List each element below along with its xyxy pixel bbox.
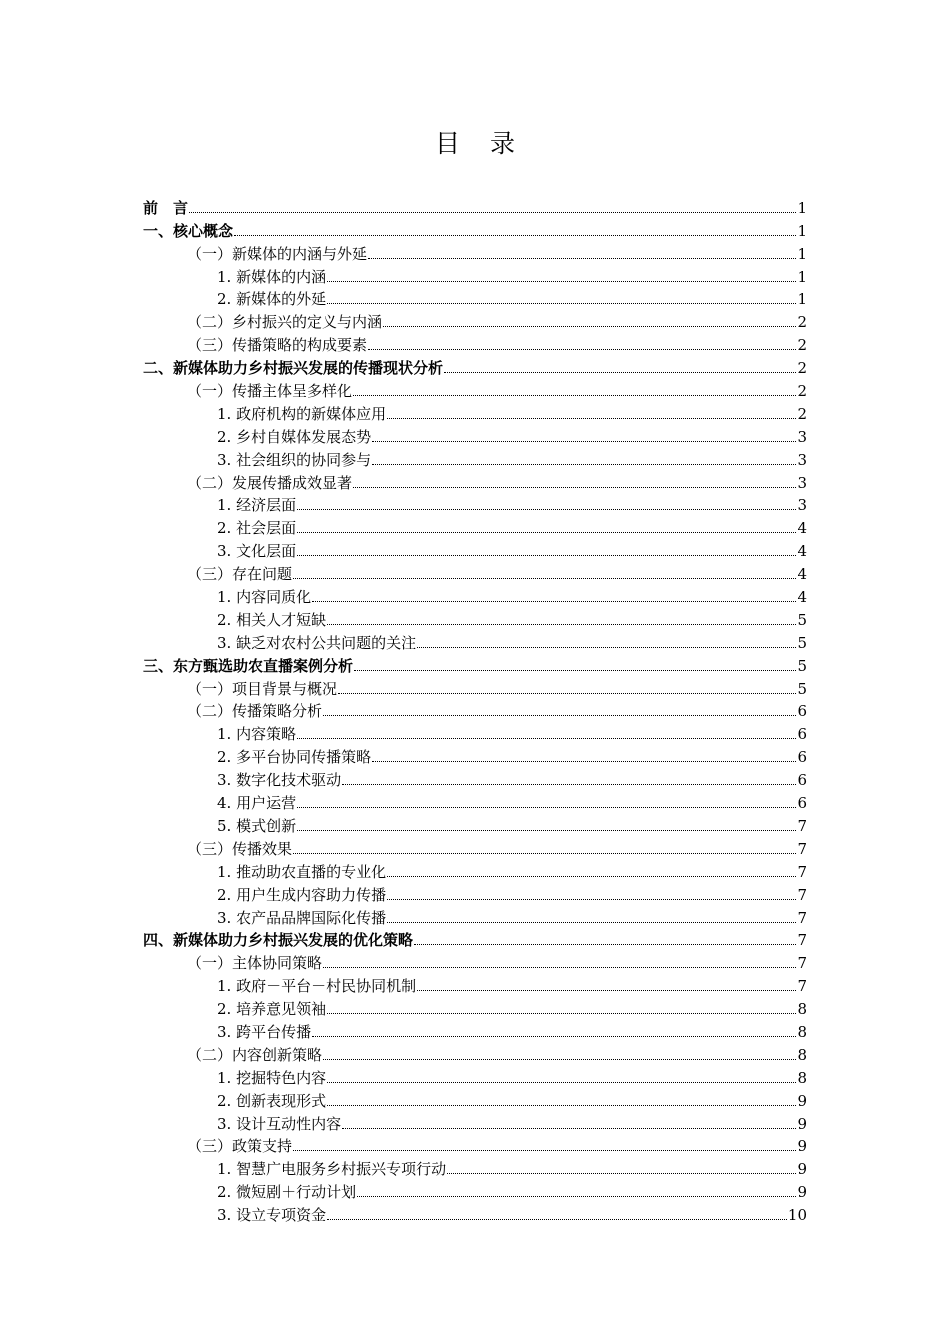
toc-entry[interactable] [143, 263, 807, 286]
dot-leader [387, 922, 796, 923]
toc-entry[interactable] [143, 720, 807, 743]
toc-entry-label: （三）存在问题 [187, 565, 293, 584]
toc-entry[interactable] [143, 1110, 807, 1133]
toc-entry-page-number: 2 [797, 313, 807, 332]
toc-entry[interactable] [143, 583, 807, 606]
toc-entry[interactable] [143, 537, 807, 560]
dot-leader [323, 967, 796, 968]
toc-entry[interactable] [143, 492, 807, 515]
dot-leader [387, 899, 796, 900]
dot-leader [372, 441, 796, 442]
page-title [0, 124, 950, 160]
toc-entry-label: （一）主体协同策略 [187, 954, 323, 973]
toc-entry-page-number: 3 [797, 427, 807, 446]
dot-leader [297, 532, 796, 533]
toc-entry[interactable] [143, 1041, 807, 1064]
dot-leader [368, 258, 796, 259]
toc-entry[interactable] [143, 698, 807, 721]
toc-entry-label: 4. 用户运营 [217, 794, 297, 813]
toc-entry-page-number: 5 [797, 633, 807, 652]
toc-entry-page-number: 2 [797, 404, 807, 423]
toc-entry-label: 3. 设计互动性内容 [217, 1114, 342, 1133]
toc-entry-page-number: 3 [797, 450, 807, 469]
dot-leader [327, 303, 796, 304]
toc-entry-label: 2. 用户生成内容助力传播 [217, 885, 387, 904]
toc-entry-label: 1. 新媒体的内涵 [217, 267, 327, 286]
toc-entry-page-number: 6 [797, 725, 807, 744]
toc-entry-label: （三）政策支持 [187, 1137, 293, 1156]
toc-entry-page-number: 3 [797, 473, 807, 492]
toc-entry-page-number: 6 [797, 794, 807, 813]
toc-entry[interactable] [143, 652, 807, 675]
dot-leader [189, 212, 796, 213]
toc-entry[interactable] [143, 949, 807, 972]
title-char-2: 录 [490, 129, 516, 158]
toc-entry[interactable] [143, 217, 807, 240]
dot-leader [342, 1128, 796, 1129]
toc-entry[interactable] [143, 972, 807, 995]
toc-entry-page-number: 4 [797, 565, 807, 584]
toc-entry-page-number: 8 [797, 1045, 807, 1064]
toc-entry[interactable] [143, 469, 807, 492]
toc-entry-label: 1. 经济层面 [217, 496, 297, 515]
toc-entry[interactable] [143, 927, 807, 950]
dot-leader [338, 693, 796, 694]
toc-entry-label: 1. 推动助农直播的专业化 [217, 862, 387, 881]
toc-entry-page-number: 7 [797, 931, 807, 950]
toc-entry-label: （一）传播主体呈多样化 [187, 382, 353, 401]
toc-entry-page-number: 1 [797, 267, 807, 286]
toc-entry-label: 1. 政府－平台－村民协同机制 [217, 977, 417, 996]
dot-leader [293, 1150, 796, 1151]
toc-entry-page-number: 3 [797, 496, 807, 515]
dot-leader [327, 624, 796, 625]
toc-entry[interactable] [143, 400, 807, 423]
toc-entry-label: 2. 新媒体的外延 [217, 290, 327, 309]
dot-leader [297, 738, 796, 739]
toc-entry-page-number: 8 [797, 1000, 807, 1019]
dot-leader [342, 784, 796, 785]
dot-leader [354, 670, 796, 671]
toc-entry-page-number: 7 [797, 954, 807, 973]
toc-entry[interactable] [143, 1178, 807, 1201]
table-of-contents [143, 194, 807, 1224]
toc-entry[interactable] [143, 331, 807, 354]
toc-entry[interactable] [143, 606, 807, 629]
toc-entry[interactable] [143, 995, 807, 1018]
toc-entry-label: （二）传播策略分析 [187, 702, 323, 721]
toc-entry-label: （二）内容创新策略 [187, 1045, 323, 1064]
dot-leader [327, 1013, 796, 1014]
dot-leader [417, 647, 796, 648]
toc-entry-page-number: 5 [797, 679, 807, 698]
toc-entry[interactable] [143, 1133, 807, 1156]
toc-entry-label: 1. 政府机构的新媒体应用 [217, 404, 387, 423]
toc-entry-label: 1. 挖掘特色内容 [217, 1068, 327, 1087]
dot-leader [414, 944, 796, 945]
toc-entry-page-number: 7 [797, 908, 807, 927]
toc-entry[interactable] [143, 629, 807, 652]
dot-leader [327, 281, 796, 282]
dot-leader [417, 990, 796, 991]
toc-entry-page-number: 7 [797, 977, 807, 996]
toc-entry-label: 二、新媒体助力乡村振兴发展的传播现状分析 [143, 359, 444, 378]
toc-entry-label: 3. 设立专项资金 [217, 1206, 327, 1225]
toc-entry-page-number: 7 [797, 839, 807, 858]
toc-entry-label: 2. 培养意见领袖 [217, 1000, 327, 1019]
toc-entry-page-number: 9 [797, 1114, 807, 1133]
dot-leader [323, 715, 796, 716]
toc-entry[interactable] [143, 743, 807, 766]
toc-entry-label: 2. 多平台协同传播策略 [217, 748, 372, 767]
dot-leader [293, 578, 796, 579]
toc-entry-page-number: 1 [797, 290, 807, 309]
toc-entry-label: 3. 数字化技术驱动 [217, 771, 342, 790]
dot-leader [297, 555, 796, 556]
toc-entry-label: （一）新媒体的内涵与外延 [187, 244, 368, 263]
toc-entry-page-number: 1 [797, 221, 807, 240]
dot-leader [387, 876, 796, 877]
dot-leader [327, 1082, 796, 1083]
toc-entry-label: （三）传播策略的构成要素 [187, 336, 368, 355]
toc-entry-label: 2. 乡村自媒体发展态势 [217, 427, 372, 446]
toc-entry[interactable] [143, 1018, 807, 1041]
dot-leader [327, 1219, 787, 1220]
toc-entry-page-number: 5 [797, 610, 807, 629]
toc-entry-page-number: 2 [797, 382, 807, 401]
toc-entry[interactable] [143, 446, 807, 469]
dot-leader [312, 601, 796, 602]
toc-entry-page-number: 4 [797, 542, 807, 561]
toc-entry[interactable] [143, 514, 807, 537]
toc-entry[interactable] [143, 1064, 807, 1087]
toc-entry-label: （一）项目背景与概况 [187, 679, 338, 698]
toc-entry[interactable] [143, 377, 807, 400]
toc-entry-label: 一、核心概念 [143, 221, 234, 240]
dot-leader [327, 1105, 796, 1106]
dot-leader [357, 1196, 796, 1197]
toc-entry-page-number: 1 [797, 198, 807, 217]
dot-leader [444, 372, 796, 373]
toc-entry-page-number: 2 [797, 336, 807, 355]
dot-leader [447, 1173, 796, 1174]
toc-entry-page-number: 6 [797, 702, 807, 721]
title-char-1: 目 [434, 129, 460, 158]
toc-entry-label: 2. 创新表现形式 [217, 1091, 327, 1110]
toc-entry-page-number: 7 [797, 862, 807, 881]
toc-entry-page-number: 9 [797, 1160, 807, 1179]
toc-entry-label: 3. 跨平台传播 [217, 1022, 312, 1041]
toc-entry[interactable] [143, 308, 807, 331]
toc-entry[interactable] [143, 560, 807, 583]
toc-entry-page-number: 9 [797, 1137, 807, 1156]
toc-entry-label: 2. 社会层面 [217, 519, 297, 538]
toc-entry-label: 3. 农产品品牌国际化传播 [217, 908, 387, 927]
toc-entry-label: 3. 缺乏对农村公共问题的关注 [217, 633, 417, 652]
toc-entry-page-number: 5 [797, 656, 807, 675]
toc-entry-page-number: 7 [797, 816, 807, 835]
toc-entry-page-number: 8 [797, 1068, 807, 1087]
toc-entry-page-number: 7 [797, 885, 807, 904]
toc-entry[interactable] [143, 812, 807, 835]
toc-entry-page-number: 2 [797, 359, 807, 378]
toc-entry[interactable] [143, 1087, 807, 1110]
toc-entry-page-number: 10 [787, 1206, 807, 1225]
toc-entry-label: （二）发展传播成效显著 [187, 473, 353, 492]
dot-leader [297, 509, 796, 510]
dot-leader [353, 395, 796, 396]
dot-leader [297, 807, 796, 808]
toc-entry-label: 5. 模式创新 [217, 816, 297, 835]
toc-entry-label: （三）传播效果 [187, 839, 293, 858]
toc-entry-page-number: 9 [797, 1183, 807, 1202]
toc-entry[interactable] [143, 881, 807, 904]
toc-entry-label: 3. 社会组织的协同参与 [217, 450, 372, 469]
toc-entry[interactable] [143, 675, 807, 698]
dot-leader [372, 761, 796, 762]
toc-entry-label: 2. 相关人才短缺 [217, 610, 327, 629]
dot-leader [368, 349, 796, 350]
toc-entry-label: 前 言 [143, 198, 189, 217]
toc-entry-page-number: 1 [797, 244, 807, 263]
toc-entry-label: 3. 文化层面 [217, 542, 297, 561]
dot-leader [387, 418, 796, 419]
toc-entry[interactable] [143, 194, 807, 217]
dot-leader [353, 487, 796, 488]
toc-entry[interactable] [143, 286, 807, 309]
dot-leader [234, 235, 796, 236]
dot-leader [312, 1036, 796, 1037]
toc-entry-page-number: 4 [797, 519, 807, 538]
toc-entry-label: 1. 内容策略 [217, 725, 297, 744]
toc-entry[interactable] [143, 835, 807, 858]
dot-leader [297, 830, 796, 831]
toc-entry[interactable] [143, 1201, 807, 1224]
toc-entry-label: （二）乡村振兴的定义与内涵 [187, 313, 383, 332]
toc-entry[interactable] [143, 240, 807, 263]
toc-entry-page-number: 6 [797, 748, 807, 767]
toc-entry[interactable] [143, 766, 807, 789]
dot-leader [293, 853, 796, 854]
toc-entry[interactable] [143, 1155, 807, 1178]
toc-entry-label: 2. 微短剧＋行动计划 [217, 1183, 357, 1202]
toc-entry[interactable] [143, 858, 807, 881]
toc-entry-page-number: 9 [797, 1091, 807, 1110]
toc-entry[interactable] [143, 354, 807, 377]
toc-entry[interactable] [143, 904, 807, 927]
dot-leader [383, 326, 796, 327]
toc-entry-label: 1. 智慧广电服务乡村振兴专项行动 [217, 1160, 447, 1179]
toc-entry-label: 三、东方甄选助农直播案例分析 [143, 656, 354, 675]
toc-entry-page-number: 6 [797, 771, 807, 790]
toc-entry[interactable] [143, 789, 807, 812]
toc-entry-page-number: 4 [797, 588, 807, 607]
dot-leader [372, 464, 796, 465]
toc-entry-page-number: 8 [797, 1022, 807, 1041]
toc-entry-label: 四、新媒体助力乡村振兴发展的优化策略 [143, 931, 414, 950]
dot-leader [323, 1059, 796, 1060]
toc-entry[interactable] [143, 423, 807, 446]
toc-entry-label: 1. 内容同质化 [217, 588, 312, 607]
